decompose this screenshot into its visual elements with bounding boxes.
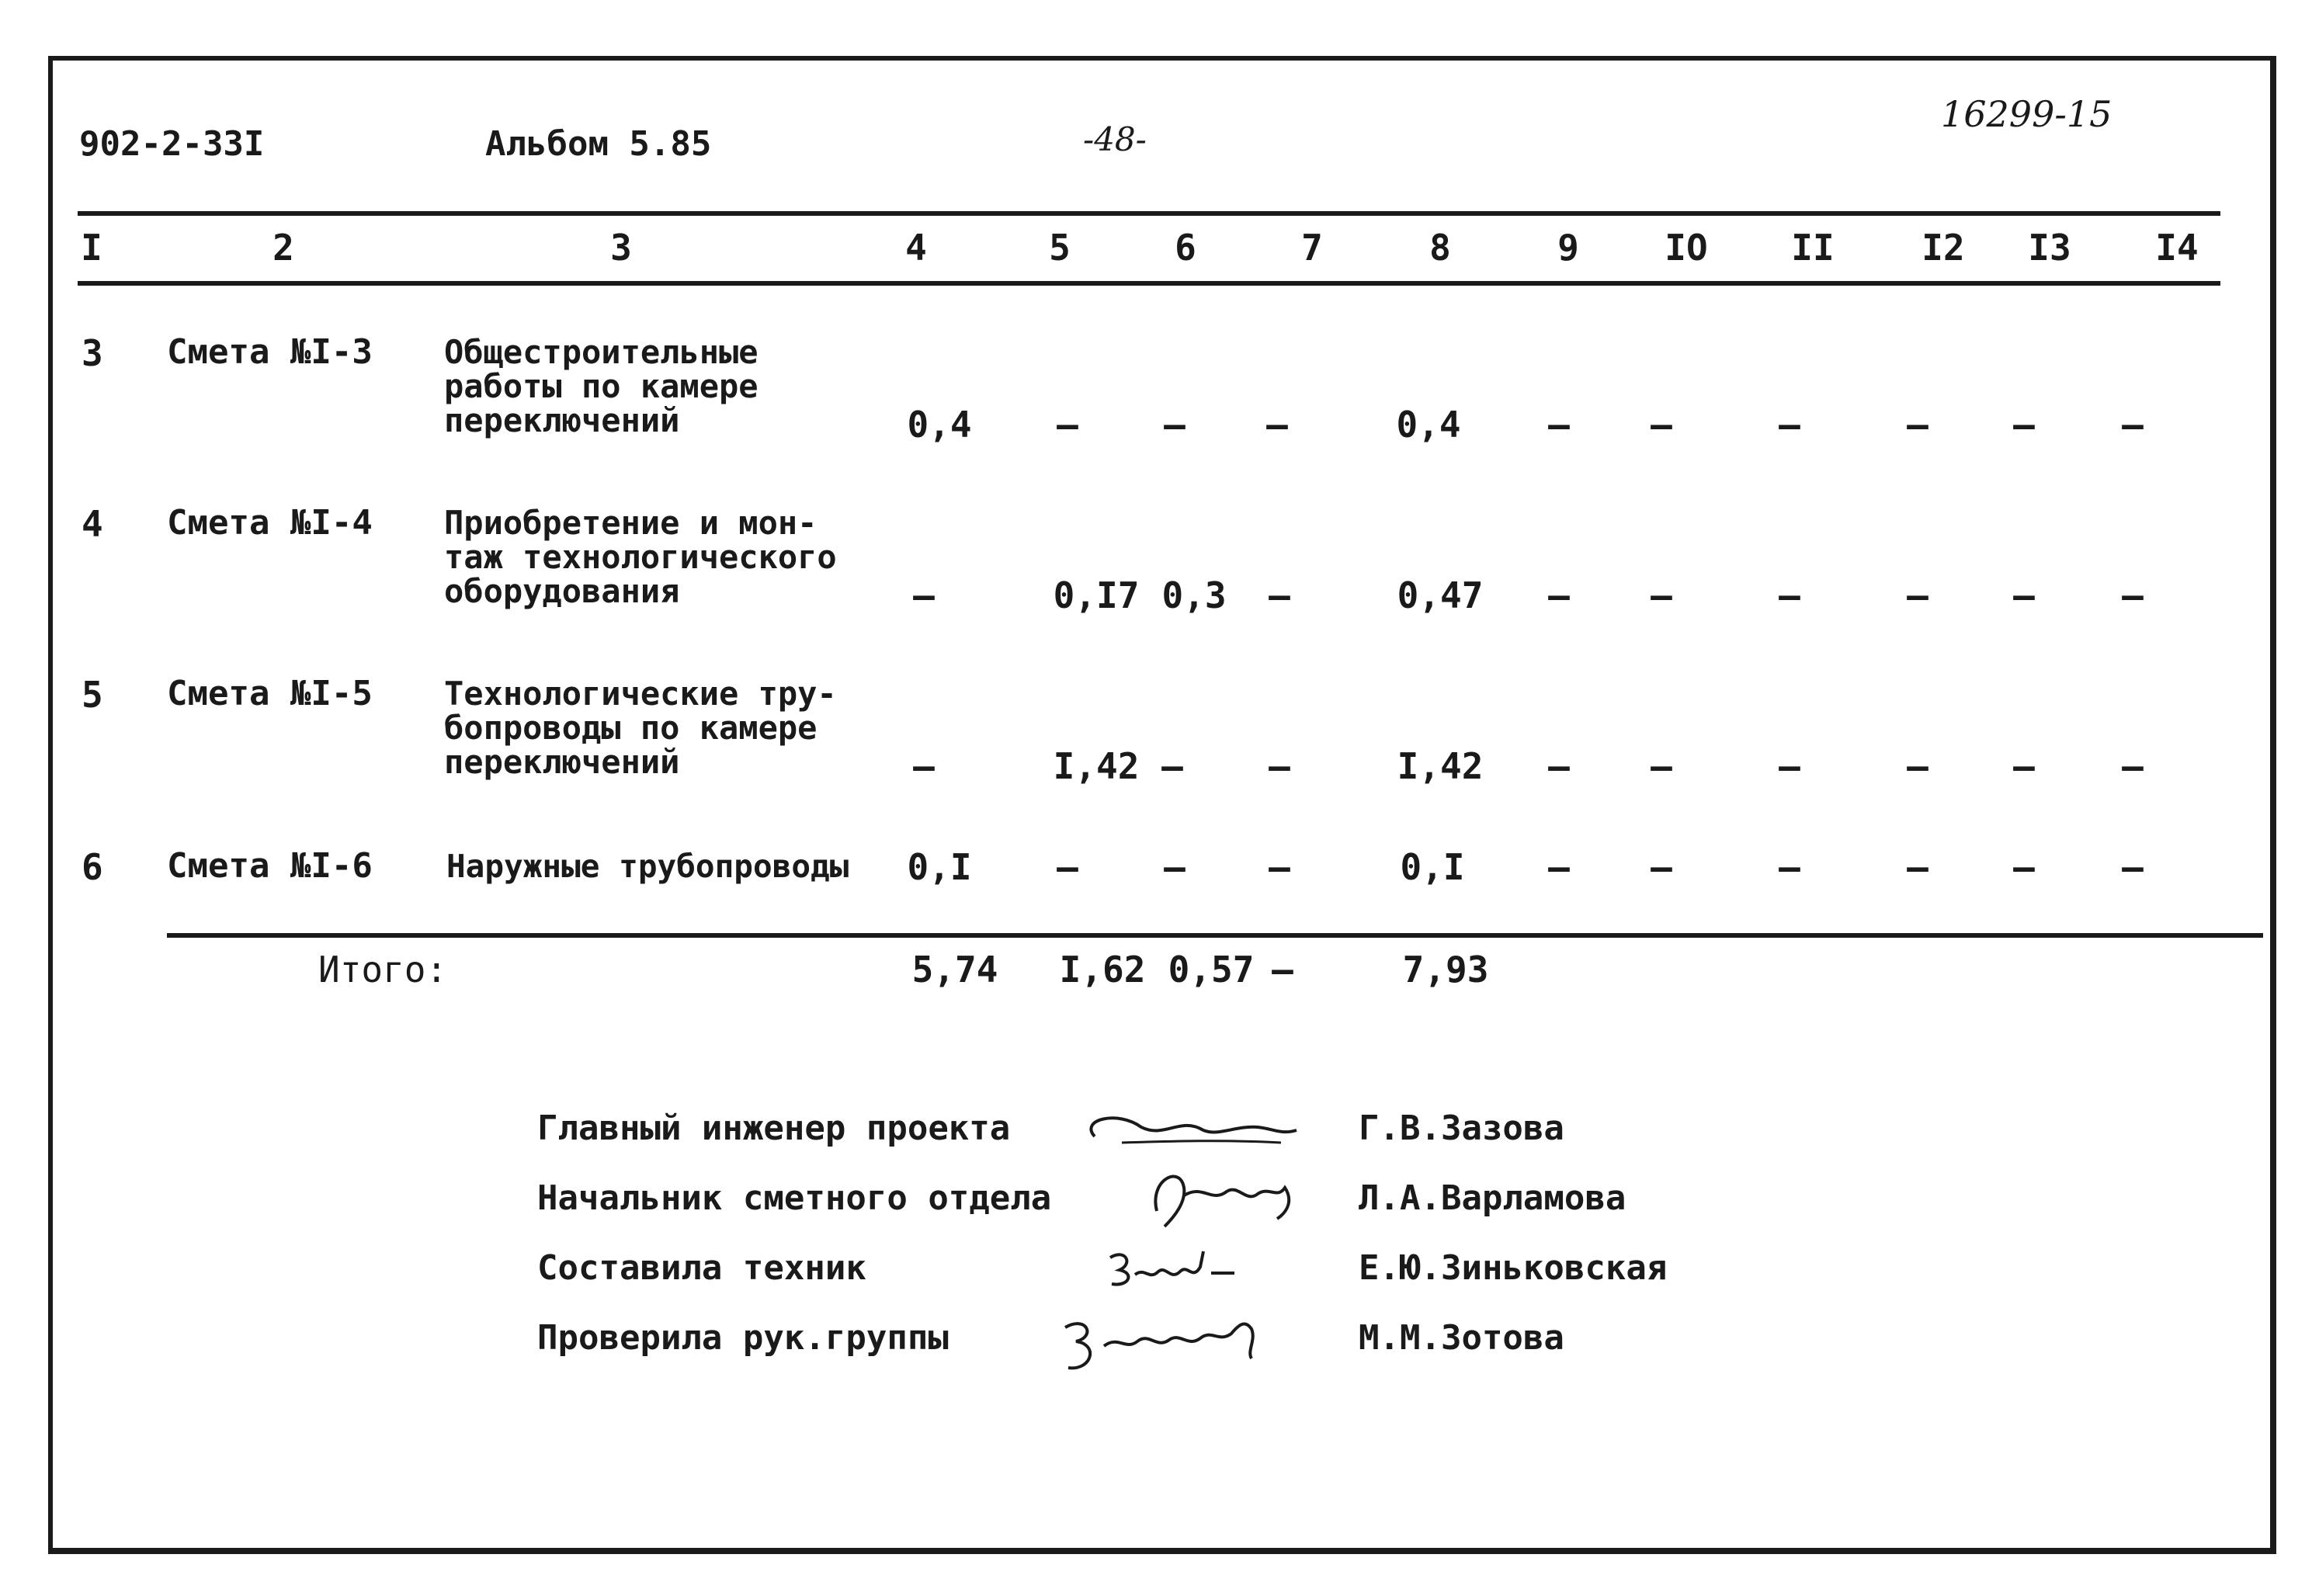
cell-col6: 0,3 [1161, 574, 1227, 616]
cell-col11: – [1779, 574, 1800, 616]
signature-title: Начальник сметного отдела [537, 1178, 1052, 1218]
col-number-6: 6 [1175, 227, 1196, 269]
signature-title: Проверила рук.группы [537, 1318, 949, 1358]
handwritten-signature [1048, 1236, 1328, 1298]
col-number-8: 8 [1429, 227, 1451, 269]
cell-col12: – [1907, 404, 1928, 446]
signature-title: Составила техник [537, 1248, 866, 1288]
signature-name: Л.А.Варламова [1359, 1178, 1626, 1218]
cell-col5: – [1057, 846, 1078, 888]
col-number-13: I3 [2028, 227, 2071, 269]
cell-col12: – [1907, 846, 1928, 888]
document-code: 902-2-33I [79, 124, 265, 164]
row-number: 4 [82, 503, 103, 545]
cell-col8: 0,I [1400, 846, 1465, 888]
row-description: Общестроительные работы по камере переключений [444, 333, 759, 439]
cell-col10: – [1651, 846, 1672, 888]
row-description: Наружные трубопроводы [446, 848, 849, 885]
handwritten-signature [1048, 1096, 1328, 1158]
cell-col9: – [1548, 745, 1570, 787]
cell-col13: – [2013, 574, 2035, 616]
cell-col8: 0,47 [1397, 574, 1484, 616]
col-number-9: 9 [1557, 227, 1579, 269]
cell-col13: – [2013, 404, 2035, 446]
cell-col9: – [1548, 574, 1570, 616]
cell-col10: – [1651, 404, 1672, 446]
col-number-10: IO [1665, 227, 1708, 269]
col-number-14: I4 [2155, 227, 2199, 269]
row-document: Смета №I-6 [167, 846, 373, 886]
row-number: 5 [82, 674, 103, 716]
cell-col12: – [1907, 574, 1928, 616]
cell-col7: – [1269, 574, 1290, 616]
col-number-7: 7 [1301, 227, 1323, 269]
total-col5: I,62 [1059, 949, 1146, 991]
row-document: Смета №I-3 [167, 332, 373, 372]
signature-name: Е.Ю.Зиньковская [1359, 1248, 1668, 1288]
row-document: Смета №I-5 [167, 674, 373, 713]
total-col8: 7,93 [1402, 949, 1489, 991]
cell-col12: – [1907, 745, 1928, 787]
handwritten-signature [1048, 1296, 1328, 1382]
cell-col11: – [1779, 404, 1800, 446]
cell-col7: – [1269, 846, 1290, 888]
cell-col10: – [1651, 574, 1672, 616]
row-number: 6 [82, 846, 103, 888]
header-rule-bottom [78, 281, 2220, 286]
col-number-5: 5 [1049, 227, 1071, 269]
cell-col9: – [1548, 404, 1570, 446]
cell-col11: – [1779, 745, 1800, 787]
cell-col11: – [1779, 846, 1800, 888]
cell-col14: – [2122, 846, 2144, 888]
cell-col13: – [2013, 745, 2035, 787]
cell-col4: 0,I [907, 846, 972, 888]
cell-col7: – [1266, 404, 1288, 446]
total-rule [167, 933, 2263, 938]
signature-name: Г.В.Зазова [1359, 1109, 1564, 1148]
col-number-2: 2 [273, 227, 294, 269]
row-number: 3 [82, 332, 103, 374]
signature-name: М.М.Зотова [1359, 1318, 1564, 1358]
cell-col6: – [1164, 846, 1186, 888]
row-document: Смета №I-4 [167, 503, 373, 543]
cell-col4: 0,4 [907, 404, 972, 446]
total-label: Итого: [318, 949, 448, 991]
cell-col14: – [2122, 574, 2144, 616]
col-number-4: 4 [905, 227, 927, 269]
cell-col8: 0,4 [1396, 404, 1461, 446]
header-rule-top [78, 211, 2220, 216]
cell-col14: – [2122, 404, 2144, 446]
col-number-12: I2 [1922, 227, 1965, 269]
total-col7: – [1272, 949, 1293, 991]
cell-col14: – [2122, 745, 2144, 787]
cell-col7: – [1269, 745, 1290, 787]
col-number-11: II [1791, 227, 1835, 269]
cell-col6: – [1164, 404, 1186, 446]
total-col6: 0,57 [1168, 949, 1255, 991]
row-description: Приобретение и мон- таж технологического оборудования [444, 504, 837, 610]
cell-col5: 0,I7 [1053, 574, 1140, 616]
cell-col5: – [1057, 404, 1078, 446]
total-col4: 5,74 [911, 949, 998, 991]
cell-col9: – [1548, 846, 1570, 888]
album-label: Альбом 5.85 [485, 124, 712, 164]
cell-col13: – [2013, 846, 2035, 888]
handwritten-signature [1048, 1157, 1328, 1234]
page-number: -48- [1083, 120, 1147, 158]
row-description: Технологические тру- бопроводы по камере переключений [444, 675, 837, 781]
cell-col4: – [913, 574, 935, 616]
cell-col10: – [1651, 745, 1672, 787]
cell-col6: – [1161, 745, 1183, 787]
cell-col8: I,42 [1397, 745, 1484, 787]
cell-col4: – [913, 745, 935, 787]
signature-title: Главный инженер проекта [537, 1109, 1011, 1148]
col-number-1: I [81, 227, 102, 269]
col-number-3: 3 [610, 227, 632, 269]
inventory-number: 16299-15 [1941, 93, 2112, 135]
cell-col5: I,42 [1053, 745, 1140, 787]
